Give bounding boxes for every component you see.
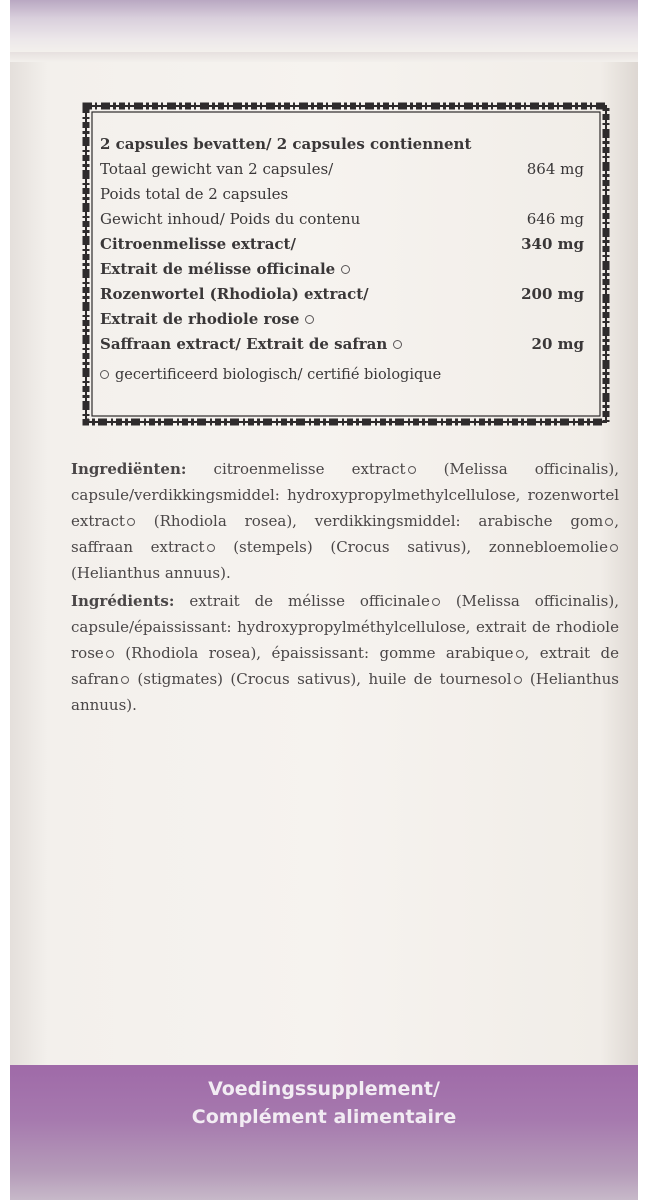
ingredient-text: (Helianthus annuus). — [71, 670, 619, 714]
row-label: Rozenwortel (Rhodiola) extract/ — [100, 285, 369, 303]
ingredients-dutch — [71, 456, 619, 586]
nutrition-row — [100, 232, 584, 257]
row-label — [100, 307, 514, 332]
organic-icon — [408, 466, 416, 474]
organic-icon — [605, 518, 613, 526]
organic-icon — [341, 265, 350, 274]
ingredient-text: , saffraan extract — [71, 512, 619, 556]
nutrition-row — [100, 307, 584, 332]
row-label: Citroenmelisse extract/ — [100, 235, 296, 253]
organic-icon — [127, 518, 135, 526]
ingredient-text: (Helianthus annuus). — [71, 564, 231, 582]
organic-icon — [610, 544, 618, 552]
ingredient-text: (Rhodiola rosea), épaississant: gomme arabique — [125, 644, 514, 662]
organic-note-text: gecertificeerd biologisch/ certifié biologique — [115, 367, 442, 383]
row-label-text: Extrait de rhodiole rose — [100, 310, 300, 328]
footer-line-dutch: Voedingssupplement/ — [208, 1078, 440, 1100]
row-label: Totaal gewicht van 2 capsules/ — [100, 160, 334, 178]
ingredient-text: (stempels) (Crocus sativus), zonnebloemolie — [233, 538, 608, 556]
ingredient-text: (Melissa officinalis), capsule/verdikkingsmiddel: hydroxypropylmethylcellulose, rozenwortel extract — [71, 460, 619, 530]
row-label — [100, 332, 514, 357]
organic-icon — [100, 370, 109, 379]
ingredients-dutch-title: Ingrediënten: — [71, 460, 187, 478]
nutrition-row — [100, 282, 584, 307]
organic-icon — [516, 650, 524, 658]
nutrition-row — [100, 157, 584, 182]
ingredient-text: citroenmelisse extract — [213, 460, 406, 478]
ingredients-french-title: Ingrédients: — [71, 592, 175, 610]
package-side-panel — [10, 0, 638, 1200]
ingredient-text: (Rhodiola rosea), verdikkingsmiddel: arabische gom — [153, 512, 604, 530]
top-purple-band — [10, 0, 638, 52]
row-label-text: Saffraan extract/ Extrait de safran — [100, 335, 388, 353]
organic-icon — [432, 598, 440, 606]
row-value: 200 mg — [521, 285, 584, 303]
nutrition-row — [100, 257, 584, 282]
ingredient-text: , extrait de safran — [71, 644, 619, 688]
row-value: 20 mg — [531, 335, 584, 353]
organic-icon — [207, 544, 215, 552]
footer-line-french: Complément alimentaire — [191, 1106, 457, 1128]
ingredients-section — [71, 456, 619, 720]
row-value: 340 mg — [521, 235, 584, 253]
nutrition-row — [100, 207, 584, 232]
ingredient-text: (Melissa officinalis), capsule/épaississant: hydroxypropylméthylcellulose, extrait de rhodiole rose — [71, 592, 619, 662]
footer-purple-band — [10, 1065, 638, 1200]
organic-note — [100, 363, 584, 388]
organic-icon — [305, 315, 314, 324]
row-label: Gewicht inhoud/ Poids du contenu — [100, 210, 361, 228]
row-value: 646 mg — [526, 210, 584, 228]
nutrition-table — [78, 98, 614, 430]
row-label — [100, 257, 514, 282]
nutrition-row — [100, 182, 584, 207]
ingredient-text: extrait de mélisse officinale — [189, 592, 430, 610]
nutrition-row — [100, 332, 584, 357]
top-fold — [10, 52, 638, 62]
nutrition-header: 2 capsules bevatten/ 2 capsules contiennent — [100, 135, 472, 153]
row-value — [514, 307, 584, 332]
ingredient-text: (stigmates) (Crocus sativus), huile de tournesol — [137, 670, 512, 688]
row-label: Poids total de 2 capsules — [100, 185, 289, 203]
organic-icon — [393, 340, 402, 349]
ingredients-french — [71, 588, 619, 718]
row-value: 864 mg — [526, 160, 584, 178]
organic-icon — [121, 676, 129, 684]
row-value — [514, 182, 584, 207]
row-label-text: Extrait de mélisse officinale — [100, 260, 336, 278]
row-value — [514, 257, 584, 282]
organic-icon — [514, 676, 522, 684]
footer-label — [10, 1075, 638, 1131]
organic-icon — [106, 650, 114, 658]
